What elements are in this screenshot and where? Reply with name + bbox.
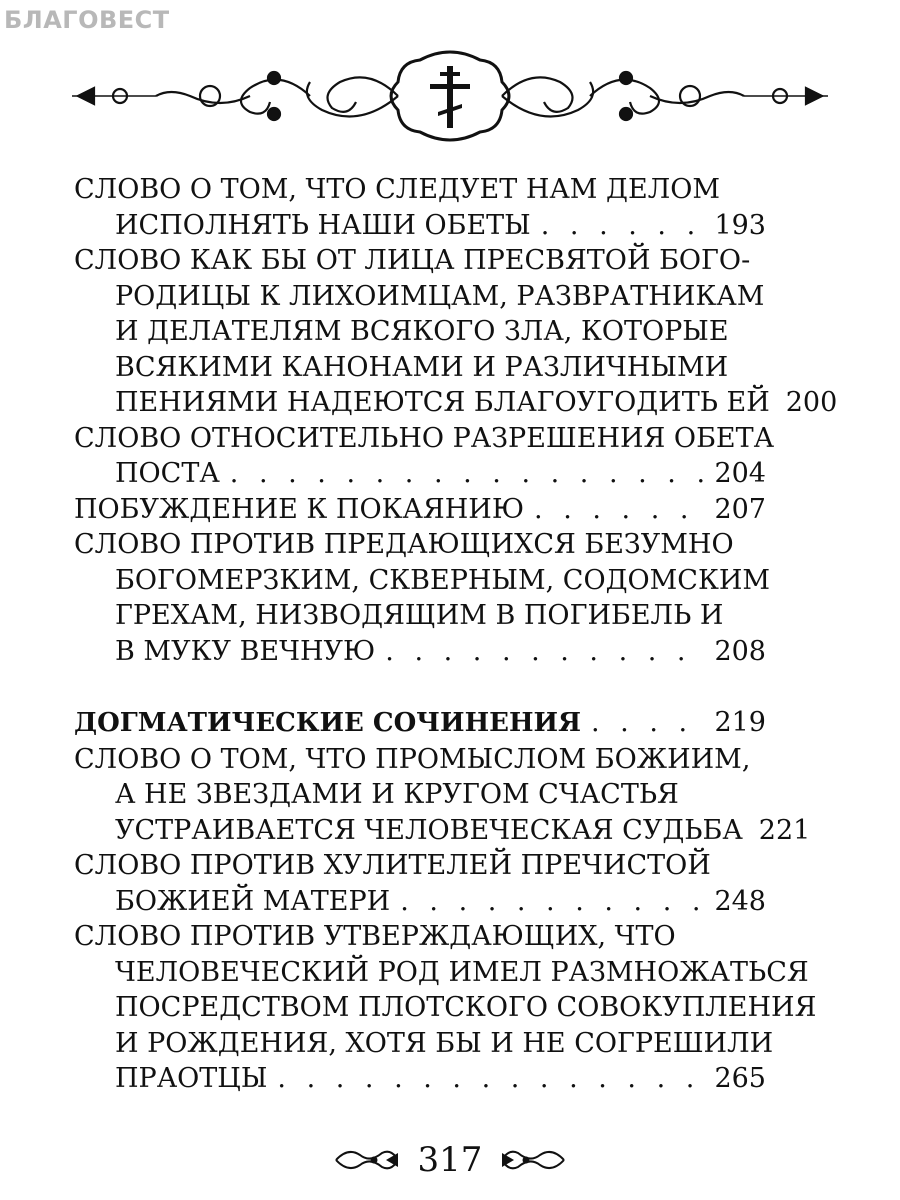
toc-entry-line [74,1061,766,1097]
toc-entry-line [74,350,766,386]
toc-page-number: 204 [714,458,766,489]
toc-entry-text: ПРАОТЦЫ [115,1063,268,1094]
toc-entry-text: ПОСТА [115,458,220,489]
toc-page-number: 248 [714,885,766,917]
toc-entry-text: ВСЯКИМИ КАНОНАМИ И РАЗЛИЧНЫМИ [115,351,729,383]
section-page-number: 219 [714,707,766,738]
dot-leader [541,208,709,244]
toc-entry-text: СЛОВО О ТОМ, ЧТО ПРОМЫСЛОМ БОЖИИМ, [74,743,751,775]
table-of-contents [74,172,838,1097]
toc-entry-text: ПОСРЕДСТВОМ ПЛОТСКОГО СОВОКУПЛЕНИЯ [115,992,817,1023]
toc-entry-text: УСТРАИВАЕТСЯ ЧЕЛОВЕЧЕСКАЯ СУДЬБА [115,814,743,846]
toc-entry-text: ПЕНИЯМИ НАДЕЮТСЯ БЛАГОУГОДИТЬ ЕЙ [115,387,770,418]
page-footer [0,1130,900,1190]
toc-entry-line [74,563,771,599]
dot-leader [385,634,708,670]
toc-entry-line [74,279,766,315]
toc-entry [74,243,838,421]
toc-entry-line [74,243,766,279]
toc-entry-line [74,598,766,634]
toc-entry-text: РОДИЦЫ К ЛИХОИМЦАМ, РАЗВРАТНИКАМ [115,280,765,312]
toc-entry [74,492,766,528]
floral-flourish-left-icon [334,1143,400,1177]
toc-entry-line [74,385,838,421]
toc-entry-line [74,742,766,778]
toc-entry-line [74,456,766,492]
toc-entry-text: СЛОВО ПРОТИВ ХУЛИТЕЛЕЙ ПРЕЧИСТОЙ [74,850,711,881]
toc-entry-line [74,990,817,1026]
toc-entry-line [74,884,766,920]
toc-entry-line [74,527,766,563]
page-number: 317 [417,1140,483,1180]
dot-leader [230,456,709,492]
toc-entry-text: И РОЖДЕНИЯ, ХОТЯ БЫ И НЕ СОГРЕШИЛИ [115,1027,774,1059]
toc-page-number: 221 [758,814,811,846]
toc-entry-text: СЛОВО ПРОТИВ ПРЕДАЮЩИХСЯ БЕЗУМНО [74,529,734,560]
dot-leader [277,1061,708,1097]
orthodox-cross-ornament-icon [60,48,840,144]
toc-entry-text: СЛОВО ОТНОСИТЕЛЬНО РАЗРЕШЕНИЯ ОБЕТА [74,422,775,454]
toc-entry-line [74,492,766,528]
dot-leader [534,492,708,528]
toc-entry-line [74,208,766,244]
toc-entry-line [74,919,766,955]
toc-entry-line [74,314,766,350]
toc-page-number: 265 [714,1063,766,1094]
publisher-watermark: БЛАГОВЕСТ [4,6,170,34]
toc-entry-text: БОЖИЕЙ МАТЕРИ [115,885,391,917]
toc-entry-text: И ДЕЛАТЕЛЯМ ВСЯКОГО ЗЛА, КОТОРЫЕ [115,316,729,347]
toc-entry [74,172,766,243]
toc-entry-text: ГРЕХАМ, НИЗВОДЯЩИМ В ПОГИБЕЛЬ И [115,600,724,631]
dot-leader [400,884,708,920]
section-heading [74,705,766,742]
toc-entry-text: ИСПОЛНЯТЬ НАШИ ОБЕТЫ [115,209,531,241]
toc-entry-line [74,777,766,813]
toc-entry-text: СЛОВО ПРОТИВ УТВЕРЖДАЮЩИХ, ЧТО [74,921,676,952]
toc-entry-line [74,1026,774,1062]
toc-entry-text: В МУКУ ВЕЧНУЮ [115,635,376,667]
toc-entry [74,527,771,669]
toc-entry-line [74,421,775,457]
toc-entry [74,742,811,849]
toc-entry [74,848,766,919]
toc-entry [74,919,817,1097]
toc-entry-line [74,172,766,208]
toc-entry-text: ЧЕЛОВЕЧЕСКИЙ РОД ИМЕЛ РАЗМНОЖАТЬСЯ [115,956,809,988]
toc-entry [74,421,775,492]
toc-page-number: 208 [714,635,766,667]
toc-entry-line [74,955,809,991]
toc-entry-line [74,634,766,670]
toc-page-number: 207 [714,493,766,525]
floral-flourish-right-icon [500,1143,566,1177]
toc-entry-line [74,813,811,849]
toc-entry-text: А НЕ ЗВЕЗДАМИ И КРУГОМ СЧАСТЬЯ [115,779,679,810]
toc-entry-text: СЛОВО КАК БЫ ОТ ЛИЦА ПРЕСВЯТОЙ БОГО- [74,245,751,276]
toc-entry-text: ПОБУЖДЕНИЕ К ПОКАЯНИЮ [74,493,525,525]
toc-entry-text: СЛОВО О ТОМ, ЧТО СЛЕДУЕТ НАМ ДЕЛОМ [74,174,721,205]
section-title: ДОГМАТИЧЕСКИЕ СОЧИНЕНИЯ [74,708,582,738]
dot-leader [591,705,708,741]
toc-page-number: 200 [785,387,838,418]
toc-entry-line [74,848,766,884]
toc-page-number: 193 [714,209,766,241]
toc-entry-text: БОГОМЕРЗКИМ, СКВЕРНЫМ, СОДОМСКИМ [115,564,771,596]
